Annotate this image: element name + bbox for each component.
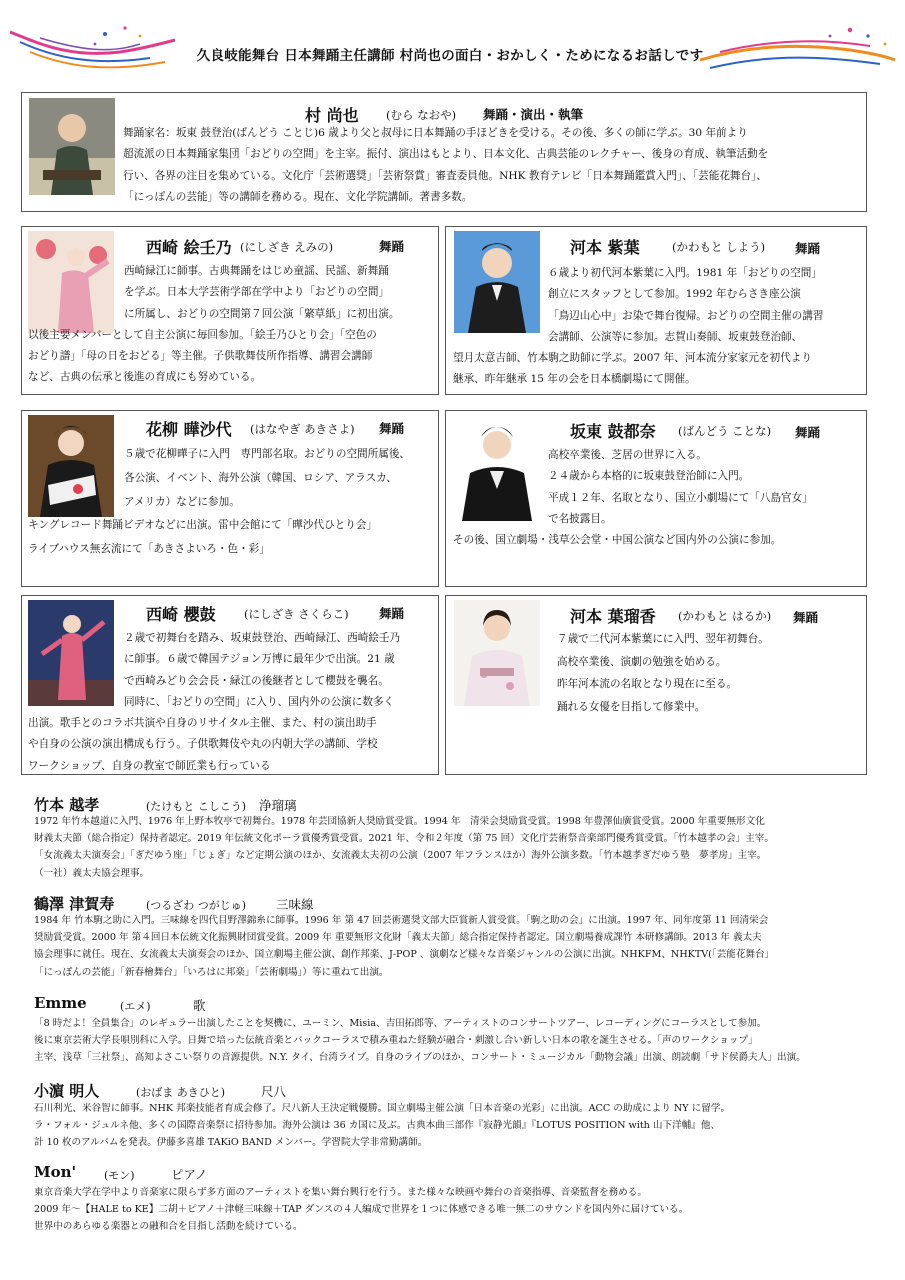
bio-line: 1984 年 竹本駒之助に入門。三味線を四代目野澤錦糸に師事。1996 年 第 47 回芸術選奨文部大臣賞新人賞受賞。「駒之助の会」に出演。1997 年、同年度第 11 回清栄会 xyxy=(34,915,769,926)
bio-line: に所属し、おどりの空間第７回公演「綮草紙」に初出演。 xyxy=(124,307,400,320)
name-koshikou: 竹本 越孝 xyxy=(34,796,100,814)
bio-line: 平成１２年、名取となり、国立小劇場にて「八島官女」 xyxy=(548,491,813,504)
name-shiyou: 河本 紫葉 xyxy=(570,238,640,257)
bio-mura xyxy=(123,123,768,208)
bio-line: 超流派の日本舞踊家集団「おどりの空間」を主宰。振付、演出はもとより、日本文化、古典芸能のレクチャー、後身の育成、執筆活動を xyxy=(123,148,769,161)
bio-line: 1972 年竹本越道に入門、1976 年上野本牧亭で初舞台。1978 年芸団協新人奨励賞受賞。1994 年 清栄会奨励賞受賞。1998 年豊澤仙廣賞受賞。2000 年重要無形文化 xyxy=(34,816,765,827)
bio-line: その後、国立劇場・浅草公会堂・中国公演など国内外の公演に参加。 xyxy=(453,534,782,547)
bio-haruka xyxy=(557,628,769,718)
bio-line: 石川利光、米谷智に師事。NHK 邦楽技能者育成会修了。尺八新人王決定戦優勝。国立劇場主催公演「日本音楽の光彩」に出演。ACC の助成により NY に留学。 xyxy=(34,1103,731,1114)
bio-line: ワークショップ、自身の教室で師匠業も行っている xyxy=(28,759,271,772)
reading-shiyou: (かわもと しよう) xyxy=(672,240,766,254)
role-akisayo: 舞踊 xyxy=(379,421,405,436)
reading-koshikou: (たけもと こしこう) xyxy=(146,800,247,813)
bio-line: に師事。６歳で韓国テジョン万博に最年少で出演。21 歳 xyxy=(124,653,395,666)
bio-akisayo xyxy=(28,443,410,562)
bio-line: や自身の公演の演出構成も行う。子供歌舞伎や丸の内朝大学の講師、学校 xyxy=(28,738,378,751)
role-mura: 舞踊・演出・執筆 xyxy=(483,107,584,122)
bio-line: 後に東京芸術大学長唄別科に入学。日舞で培った伝統音楽とバックコーラスで積み重ねた経験が融合・刺激し合い新しい日本の歌を誕生させる。「声のワークショップ」 xyxy=(34,1035,758,1047)
bio-mon xyxy=(34,1184,688,1236)
bio-shiyou xyxy=(453,263,823,391)
bio-line: で西崎みどり会会長・緑江の後継者として櫻鼓を襲名。 xyxy=(124,674,389,687)
bio-line: ラ・フォル・ジュルネ他、多くの国際音楽祭に招待参加。海外公演は 36 カ国に及ぶ。古典本曲三部作『寂静光韻』『LOTUS POSITION with 山下洋輔』他、 xyxy=(34,1120,721,1132)
bio-line: ５歳で花柳曄子に入門 専門部名取。おどりの空間所属後、 xyxy=(124,448,411,460)
bio-koshikou xyxy=(34,813,774,882)
profile-card-kotona xyxy=(445,410,867,587)
name-mura: 村 尚也 xyxy=(305,106,359,125)
bio-kotona xyxy=(453,445,813,551)
role-haruka: 舞踊 xyxy=(793,610,819,625)
role-kotona: 舞踊 xyxy=(795,425,821,440)
role-mon: ピアノ xyxy=(171,1167,208,1182)
bio-line: 世界中のあらゆる楽器との融和合を目指し活動を続けている。 xyxy=(34,1221,303,1233)
bio-line: 高校卒業後、芝居の世界に入る。 xyxy=(548,449,707,461)
bio-sakurako xyxy=(28,628,400,777)
profile-card-mura xyxy=(21,92,867,212)
reading-akihito: (おばま あきひと) xyxy=(136,1086,226,1099)
role-tsugaju: 三味線 xyxy=(276,897,314,912)
bio-line: ２歳で初舞台を踏み、坂東鼓登治、西崎緑江、西崎絵壬乃 xyxy=(124,632,401,644)
bio-line: アメリカ）などに参加。 xyxy=(124,495,240,508)
role-emino: 舞踊 xyxy=(379,239,405,254)
bio-line: 2009 年～【HALE to KE】二胡＋ピアノ＋津軽三味線＋TAP ダンスの４人編成で世界を１つに体感できる唯一無二のサウンドを国内外に届けている。 xyxy=(34,1204,689,1216)
reading-mon: (モン) xyxy=(104,1169,135,1182)
bio-line: 計 10 枚のアルバムを発表。伊藤多喜雄 TAKiO BAND メンバー。学習院大学非常勤講師。 xyxy=(34,1137,428,1149)
role-akihito: 尺八 xyxy=(261,1084,287,1099)
name-sakurako: 西崎 櫻鼓 xyxy=(146,605,216,624)
name-akisayo: 花柳 曄沙代 xyxy=(146,420,232,439)
bio-line: 西崎緑江に師事。古典舞踊をはじめ童謡、民謡、新舞踊 xyxy=(124,265,389,277)
bio-line: 高校卒業後、演劇の勉強を始める。 xyxy=(557,655,727,668)
bio-line: ２４歳から本格的に坂東鼓登治師に入門。 xyxy=(548,470,750,483)
bio-line: 踊れる女優を目指して修業中。 xyxy=(557,700,706,713)
bio-line: 「8 時だよ！全員集合」のレギュラー出演したことを契機に、ユーミン、Misia、吉田拓郎等、アーティストのコンサートツアー、レコーディングにコーラスとして参加。 xyxy=(34,1018,767,1029)
role-shiyou: 舞踊 xyxy=(795,241,821,256)
bio-line: 会講師、公演等に参加。志賀山奏師、坂東鼓登治師、 xyxy=(548,330,803,343)
reading-akisayo: (はなやぎ あきさよ) xyxy=(250,422,355,436)
bio-line: 協会理事に就任。現在、女流義太夫演奏会のほか、国立劇場主催公演、創作邦楽、J-POP 、演劇など様々な音楽ジャンルの公演に出演。NHKFM、NHKTV(「芸能花舞台」 xyxy=(34,949,775,961)
bio-line: 主宰、浅草「三社祭」、高知よさこい祭りの音源提供。N.Y. タイ、台湾ライブ。自身のライブのほか、コンサート・ミュージカル「動物会議」出演、朗読劇「サド侯爵夫人」出演。 xyxy=(34,1052,806,1064)
profile-card-shiyou xyxy=(445,226,867,395)
bio-line: ６歳より初代河本紫葉に入門。1981 年「おどりの空間」 xyxy=(548,267,822,279)
reading-mura: (むら なおや) xyxy=(386,108,457,122)
reading-emme: (エメ) xyxy=(120,1000,151,1013)
bio-line: 「女流義太夫演奏会」「ぎだゆう座」「じょぎ」など定期公演のほか、女流義太夫初の公演（2007 年フランスほか）海外公演多数。「竹本越孝ぎだゆう塾 夢孝房」主宰。 xyxy=(34,850,767,862)
bio-line: を学ぶ。日本大学芸術学部在学中より「おどりの空間」 xyxy=(124,286,390,299)
name-akihito: 小濵 明人 xyxy=(34,1082,100,1100)
role-koshikou: 浄瑠璃 xyxy=(259,798,297,813)
bio-line: 「にっぽんの芸能」「新春檜舞台」「いろはに邦楽」「芸術劇場」）等に重ねて出演。 xyxy=(34,966,389,978)
role-sakurako: 舞踊 xyxy=(379,606,405,621)
name-tsugaju: 鶴澤 津賀寿 xyxy=(34,895,115,913)
profile-card-akisayo xyxy=(21,410,439,587)
reading-sakurako: (にしざき さくらこ) xyxy=(244,607,349,621)
reading-tsugaju: (つるざわ つがじゅ) xyxy=(146,899,247,912)
bio-line: 東京音楽大学在学中より音楽家に限らず多方面のアーティストを集い舞台興行を行う。また様々な映画や舞台の音楽指導、音楽監督を務める。 xyxy=(34,1187,647,1198)
bio-line: （一社）義太夫協会理事。 xyxy=(34,867,150,879)
bio-line: ライブハウス無玄流にて「あきさよいろ・色・彩」 xyxy=(28,543,270,556)
header-title: 久良岐能舞台 日本舞踊主任講師 村尚也の面白・おかしく・ためになるお話しです xyxy=(196,48,704,64)
reading-emino: (にしざき えみの) xyxy=(240,240,334,254)
bio-tsugaju xyxy=(34,912,774,981)
bio-line: ７歳で二代河本紫葉にに入門、翌年初舞台。 xyxy=(557,633,769,645)
bio-line: 望月太意吉師、竹本駒之助師に学ぶ。2007 年、河本流分家家元を初代より xyxy=(453,352,812,365)
bio-line: 継承、昨年継承 15 年の会を日本橋劇場にて開催。 xyxy=(453,373,696,386)
bio-line: 「にっぽんの芸能」等の講師を務める。現在、文化学院講師。著書多数。 xyxy=(123,190,473,203)
bio-line: で名披露目。 xyxy=(548,512,612,525)
name-kotona: 坂東 鼓都奈 xyxy=(570,422,656,441)
bio-line: 以後主要メンバーとして自主公演に毎回参加。「絵壬乃ひとり会」「空色の xyxy=(28,328,377,341)
reading-haruka: (かわもと はるか) xyxy=(678,609,772,623)
bio-line: おどり譜」「母の日をおどる」等主催。子供歌舞伎所作指導、講習会講師 xyxy=(28,350,373,363)
name-mon: Mon' xyxy=(34,1163,77,1181)
bio-line: 「鳥辺山心中」お染で舞台復帰。おどりの空間主催の講習 xyxy=(548,309,824,322)
bio-line: 昨年河本流の名取となり現在に至る。 xyxy=(557,678,738,690)
bio-line: など、古典の伝承と後進の育成にも努めている。 xyxy=(28,371,262,384)
bio-emme xyxy=(34,1015,806,1067)
role-emme: 歌 xyxy=(193,998,206,1013)
bio-line: 舞踊家名：坂東 鼓登治(ばんどう ことじ)6 歳より父と叔母に日本舞踊の手ほどきを受ける。その後、多くの師に学ぶ。30 年前より xyxy=(123,127,748,139)
bio-akihito xyxy=(34,1100,730,1152)
reading-kotona: (ばんどう ことな) xyxy=(678,424,772,438)
bio-line: キングレコード舞踊ビデオなどに出演。雷中会館にて「曄沙代ひとり会」 xyxy=(28,519,378,532)
bio-emino xyxy=(28,261,399,389)
bio-line: 行い、各界の注目を集めている。文化庁「芸術選奨」「芸術祭賞」審査委員他。NHK 教育テレビ「日本舞踊鑑賞入門」、「芸能花舞台」、 xyxy=(123,169,767,182)
bio-line: 奨励賞受賞。2000 年 第４回日本伝統文化振興財団賞受賞。2009 年 重要無形文化財「義太夫節」総合指定保持者認定。国立劇場養成課竹 本研修講師。2013 年 義太夫 xyxy=(34,932,762,944)
profile-card-haruka xyxy=(445,595,867,775)
bio-line: 財義太夫節（総合指定）保持者認定。2019 年伝統文化ポーラ賞優秀賞受賞。2021 年、令和２年度（第 75 回）文化庁芸術祭音楽部門優秀賞受賞。「竹本越孝の会」主宰。 xyxy=(34,833,774,845)
name-haruka: 河本 葉瑠香 xyxy=(570,607,656,626)
name-emme: Emme xyxy=(34,994,87,1012)
bio-line: 各公演、イベント、海外公演（韓国、ロシア、アラスカ、 xyxy=(124,471,397,484)
bio-line: 創立にスタッフとして参加。1992 年むらさき座公演 xyxy=(548,288,801,301)
photo-mura xyxy=(29,98,115,195)
photo-haruka xyxy=(454,600,540,706)
bio-line: 同時に、「おどりの空間」に入り、国内外の公演に数多く xyxy=(124,695,395,708)
bio-line: 出演。歌手とのコラボ共演や自身のリサイタル主催、また、村の演出助手 xyxy=(28,717,377,730)
profile-card-emino xyxy=(21,226,439,395)
profile-card-sakurako xyxy=(21,595,439,775)
header-swash-left xyxy=(0,14,180,74)
name-emino: 西崎 絵壬乃 xyxy=(146,238,232,257)
